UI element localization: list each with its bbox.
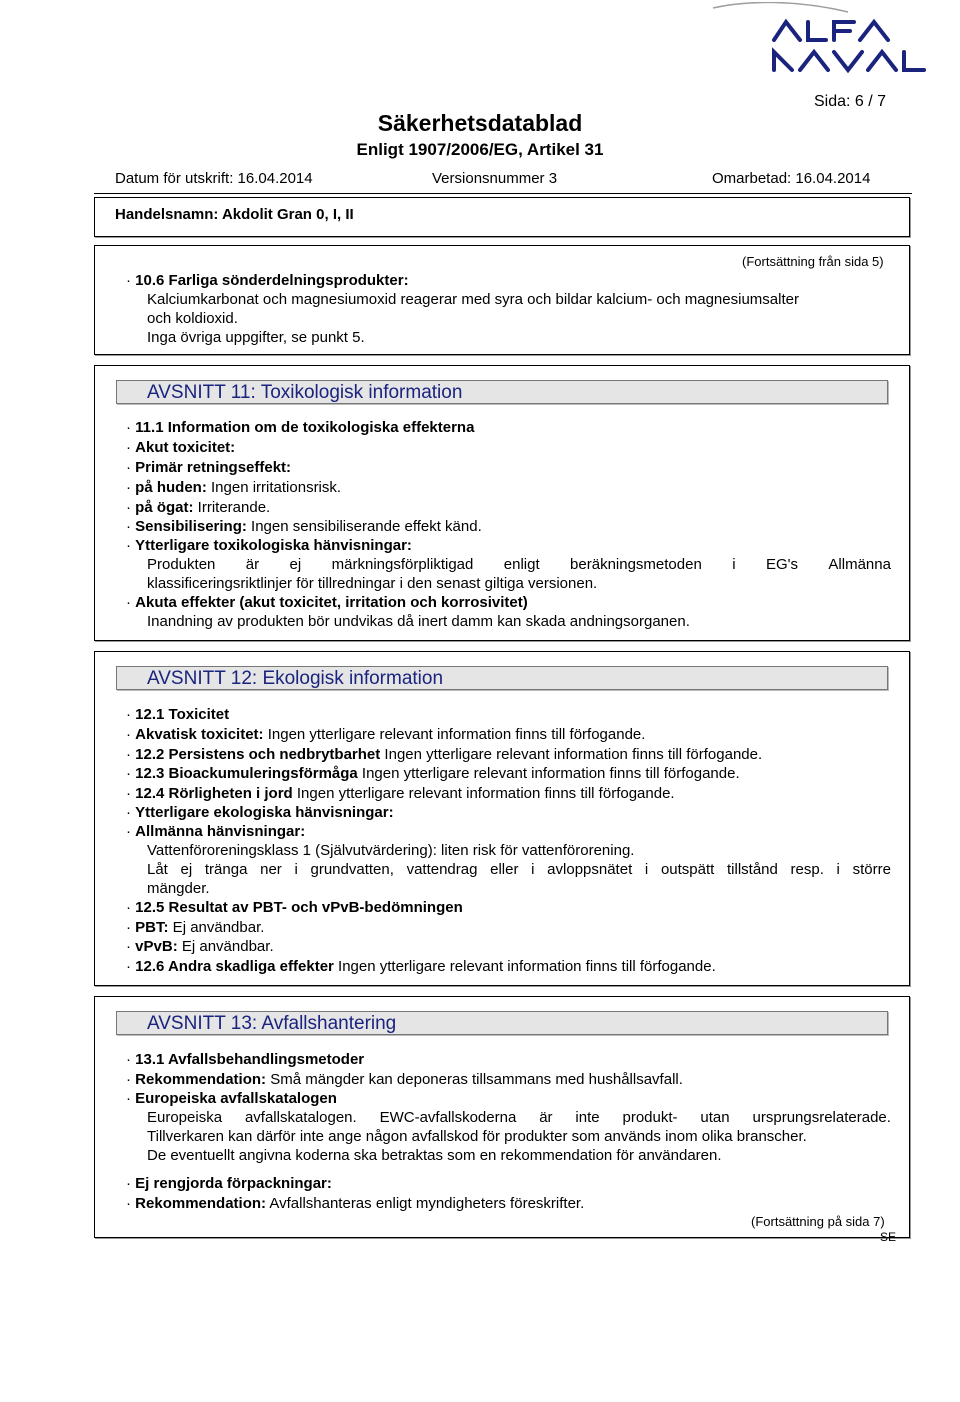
word: outspätt bbox=[660, 861, 715, 878]
list-item: · PBT: Ej användbar. bbox=[126, 919, 265, 936]
item-heading: 13.1 Avfallsbehandlingsmetoder bbox=[135, 1051, 365, 1068]
list-item: · på huden: Ingen irritationsrisk. bbox=[126, 479, 342, 496]
word: EWC-avfallskoderna bbox=[379, 1109, 517, 1126]
alfa-laval-logo bbox=[708, 2, 960, 80]
item-text: Ingen ytterligare relevant information finns till förfogande. bbox=[380, 746, 763, 763]
list-item: · 12.4 Rörligheten i jord Ingen ytterligare relevant information finns till förfogande. bbox=[126, 785, 675, 802]
section-11-header bbox=[116, 380, 888, 404]
list-item: · 11.1 Information om de toxikologiska effekterna bbox=[126, 419, 475, 436]
word: ursprungsrelaterade. bbox=[752, 1109, 891, 1126]
item-heading: Akut toxicitet: bbox=[135, 439, 236, 456]
word: är bbox=[245, 556, 260, 573]
continued-on: (Fortsättning på sida 7) bbox=[751, 1214, 885, 1229]
word: avfallskatalogen. bbox=[244, 1109, 357, 1126]
list-item: · Akvatisk toxicitet: Ingen ytterligare relevant information finns till förfogande. bbox=[126, 726, 646, 743]
list-item: · vPvB: Ej användbar. bbox=[126, 938, 274, 955]
list-item: · Allmänna hänvisningar: bbox=[126, 823, 306, 840]
word: i bbox=[531, 861, 535, 878]
text-line: klassificeringsriktlinjer för tillredningar i den senast giltiga versionen. bbox=[147, 575, 598, 592]
list-item: · 12.3 Bioackumuleringsförmåga Ingen ytterligare relevant information finns till förfogande. bbox=[126, 765, 740, 782]
word: avloppsnätet bbox=[547, 861, 633, 878]
item-heading: Ytterligare toxikologiska hänvisningar: bbox=[135, 537, 412, 554]
word: grundvatten, bbox=[310, 861, 394, 878]
item-label: 12.2 Persistens och nedbrytbarhet bbox=[135, 746, 381, 763]
item-text: Ingen ytterligare relevant information finns till förfogande. bbox=[333, 958, 716, 975]
section-title: AVSNITT 12: Ekologisk information bbox=[147, 668, 444, 689]
item-text: Ingen ytterligare relevant information finns till förfogande. bbox=[263, 726, 646, 743]
list-item: · 12.6 Andra skadliga effekter Ingen ytterligare relevant information finns till förfogande. bbox=[126, 958, 716, 975]
justified-line bbox=[147, 861, 891, 879]
item-label: PBT: bbox=[135, 919, 169, 936]
word: i bbox=[294, 861, 298, 878]
list-item: · Ej rengjorda förpackningar: bbox=[126, 1175, 332, 1192]
word: märkningsförpliktigad bbox=[331, 556, 474, 573]
text-line: De eventuellt angivna koderna ska betraktas som en rekommendation för användaren. bbox=[147, 1147, 722, 1164]
item-heading: Europeiska avfallskatalogen bbox=[135, 1090, 337, 1107]
item-label: på huden: bbox=[135, 479, 207, 496]
word: tränga bbox=[204, 861, 248, 878]
word: utan bbox=[700, 1109, 730, 1126]
document-subtitle: Enligt 1907/2006/EG, Artikel 31 bbox=[356, 140, 604, 159]
item-text: Ingen ytterligare relevant information finns till förfogande. bbox=[357, 765, 740, 782]
justified-line bbox=[147, 556, 891, 574]
list-item: · 12.5 Resultat av PBT- och vPvB-bedömningen bbox=[126, 899, 463, 916]
item-text: Ingen sensibiliserande effekt känd. bbox=[246, 518, 482, 535]
item-label: 12.6 Andra skadliga effekter bbox=[135, 958, 334, 975]
list-item: · på ögat: Irriterande. bbox=[126, 499, 271, 516]
word: Allmänna bbox=[828, 556, 891, 573]
word: är bbox=[539, 1109, 553, 1126]
item-text: Irriterande. bbox=[193, 499, 271, 516]
text-line: Inandning av produkten bör undvikas då inert damm kan skada andningsorganen. bbox=[147, 613, 690, 630]
word: större bbox=[852, 861, 891, 878]
continued-from: (Fortsättning från sida 5) bbox=[742, 254, 884, 269]
word: tillstånd bbox=[726, 861, 778, 878]
word: vattendrag bbox=[406, 861, 478, 878]
list-item: · Akuta effekter (akut toxicitet, irritation och korrosivitet) bbox=[126, 594, 528, 611]
list-item: · 12.2 Persistens och nedbrytbarhet Ingen ytterligare relevant information finns till förfogande. bbox=[126, 746, 763, 763]
word: ner bbox=[260, 861, 282, 878]
item-text: Avfallshanteras enligt myndigheters föreskrifter. bbox=[266, 1195, 585, 1212]
item-heading: 12.5 Resultat av PBT- och vPvB-bedömningen bbox=[135, 899, 463, 916]
text-line: Kalciumkarbonat och magnesiumoxid reagerar med syra och bildar kalcium- och magnesiumsalter bbox=[147, 291, 799, 308]
word: Europeiska bbox=[147, 1109, 223, 1126]
list-item: · Primär retningseffekt: bbox=[126, 459, 292, 476]
item-label: Sensibilisering: bbox=[135, 518, 247, 535]
item-heading: 10.6 Farliga sönderdelningsprodukter: bbox=[135, 272, 409, 289]
header-divider bbox=[94, 193, 912, 194]
item-text: Ingen irritationsrisk. bbox=[206, 479, 342, 496]
trade-name-box bbox=[94, 197, 910, 237]
list-item: · Sensibilisering: Ingen sensibiliserande effekt känd. bbox=[126, 518, 482, 535]
document-title: Säkerhetsdatablad bbox=[377, 110, 583, 136]
trade-name: Handelsnamn: Akdolit Gran 0, I, II bbox=[115, 206, 354, 223]
item-heading: 12.1 Toxicitet bbox=[135, 706, 230, 723]
list-item: · Ytterligare ekologiska hänvisningar: bbox=[126, 804, 394, 821]
word: i bbox=[644, 861, 649, 878]
word: beräkningsmetoden bbox=[570, 556, 702, 573]
list-item: · Rekommendation: Små mängder kan deponeras tillsammans med hushållsavfall. bbox=[126, 1071, 683, 1088]
list-item: · 12.1 Toxicitet bbox=[126, 706, 230, 723]
item-heading: Primär retningseffekt: bbox=[135, 459, 292, 476]
version-number: Versionsnummer 3 bbox=[432, 170, 558, 187]
item-text: Ingen ytterligare relevant information finns till förfogande. bbox=[292, 785, 675, 802]
item-label: vPvB: bbox=[135, 938, 178, 955]
revised-date: Omarbetad: 16.04.2014 bbox=[712, 170, 871, 187]
section-12-header bbox=[116, 666, 888, 690]
text-line: mängder. bbox=[147, 880, 210, 897]
print-date: Datum för utskrift: 16.04.2014 bbox=[115, 170, 313, 187]
list-item: · Akut toxicitet: bbox=[126, 439, 236, 456]
list-item: · 13.1 Avfallsbehandlingsmetoder bbox=[126, 1051, 365, 1068]
word: Låt bbox=[147, 861, 168, 878]
item-text: Ej användbar. bbox=[177, 938, 274, 955]
item-label: 12.3 Bioackumuleringsförmåga bbox=[135, 765, 358, 782]
item-label: Rekommendation: bbox=[135, 1071, 267, 1088]
item-label: på ögat: bbox=[135, 499, 194, 516]
word: EG's bbox=[765, 556, 799, 573]
word: i bbox=[836, 861, 840, 878]
word: Produkten bbox=[147, 556, 216, 573]
text-line: Inga övriga uppgifter, se punkt 5. bbox=[147, 329, 365, 346]
item-heading: Allmänna hänvisningar: bbox=[135, 823, 306, 840]
section-13-header bbox=[116, 1011, 888, 1035]
item-text: Små mängder kan deponeras tillsammans med hushållsavfall. bbox=[266, 1071, 683, 1088]
text-line: Vattenföroreningsklass 1 (Självutvärdering): liten risk för vattenförorening. bbox=[147, 842, 635, 859]
word: i bbox=[732, 556, 736, 573]
bullet-10-6: · 10.6 Farliga sönderdelningsprodukter: bbox=[126, 272, 409, 289]
word: produkt- bbox=[622, 1109, 678, 1126]
item-heading: Ej rengjorda förpackningar: bbox=[135, 1175, 332, 1192]
item-label: Akvatisk toxicitet: bbox=[135, 726, 264, 743]
item-heading: 11.1 Information om de toxikologiska effekterna bbox=[135, 419, 475, 436]
item-heading: Ytterligare ekologiska hänvisningar: bbox=[135, 804, 394, 821]
item-text: Ej användbar. bbox=[168, 919, 265, 936]
justified-line bbox=[147, 1109, 891, 1127]
word: eller bbox=[490, 861, 519, 878]
text-line: och koldioxid. bbox=[147, 310, 238, 327]
item-label: Rekommendation: bbox=[135, 1195, 267, 1212]
word: enligt bbox=[503, 556, 540, 573]
list-item: · Rekommendation: Avfallshanteras enligt myndigheters föreskrifter. bbox=[126, 1195, 585, 1212]
word: resp. bbox=[790, 861, 824, 878]
list-item: · Europeiska avfallskatalogen bbox=[126, 1090, 337, 1107]
word: ej bbox=[180, 861, 193, 878]
item-heading: Akuta effekter (akut toxicitet, irritation och korrosivitet) bbox=[135, 594, 528, 611]
section-title: AVSNITT 13: Avfallshantering bbox=[147, 1013, 397, 1034]
word: inte bbox=[575, 1109, 600, 1126]
word: ej bbox=[289, 556, 302, 573]
page-number: Sida: 6 / 7 bbox=[814, 93, 887, 110]
text-line: Tillverkaren kan därför inte ange någon avfallskod för produkter som används inom olika branscher. bbox=[147, 1128, 807, 1145]
section-title: AVSNITT 11: Toxikologisk information bbox=[147, 382, 463, 403]
list-item: · Ytterligare toxikologiska hänvisningar: bbox=[126, 537, 412, 554]
item-label: 12.4 Rörligheten i jord bbox=[135, 785, 293, 802]
country-code: SE bbox=[880, 1230, 897, 1244]
